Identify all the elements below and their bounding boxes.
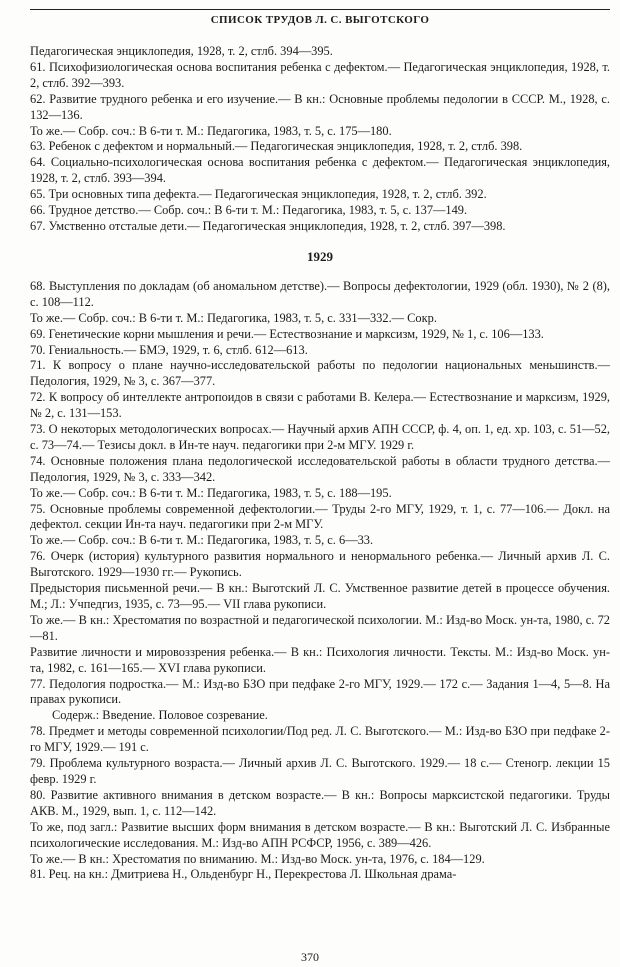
bibliography-entry: 65. Три основных типа дефекта.— Педагогическая энциклопедия, 1928, т. 2, стлб. 392. bbox=[30, 187, 487, 202]
bibliography-entry: 63. Ребенок с дефектом и нормальный.— Педагогическая энциклопедия, 1928, т. 2, стлб. 398. bbox=[30, 139, 523, 154]
bibliography-entry: То же.— Собр. соч.: В 6-ти т. М.: Педагогика, 1983, т. 5, с. 331—332.— Сокр. bbox=[30, 310, 437, 325]
bibliography-entry: То же.— В кн.: Хрестоматия по вниманию. М.: Изд-во Моск. ун-та, 1976, с. 184—129. bbox=[30, 851, 485, 866]
bibliography-entry: 76. Очерк (история) культурного развития нормального и ненормального ребенка.— Личный архив Л. С. Выготского. 1929—1930 гг.— Рукопись. bbox=[30, 549, 610, 580]
bibliography-entry: 66. Трудное детство.— Собр. соч.: В 6-ти т. М.: Педагогика, 1983, т. 5, с. 137—149. bbox=[30, 203, 468, 218]
bibliography-entry: 74. Основные положения плана педологической исследовательской работы в области трудного детства.— Педология, 1929, № 3, с. 333—342. bbox=[30, 453, 610, 484]
bibliography-entry: То же.— Собр. соч.: В 6-ти т. М.: Педагогика, 1983, т. 5, с. 175—180. bbox=[30, 123, 392, 138]
bibliography-contents-note: Содерж.: Введение. Половое созревание. bbox=[52, 708, 268, 723]
entries-after-year bbox=[30, 279, 610, 883]
bibliography-entry: 79. Проблема культурного возраста.— Личный архив Л. С. Выготского. 1929.— 18 с.— Стеногр. лекции 15 февр. 1929 г. bbox=[30, 756, 610, 786]
bibliography-entry: 68. Выступления по докладам (об аномальном детстве).— Вопросы дефектологии, 1929 (обл. 1930), № 2 (8), с. 108—112. bbox=[30, 278, 610, 309]
bibliography-entry: То же.— Собр. соч.: В 6-ти т. М.: Педагогика, 1983, т. 5, с. 6—33. bbox=[30, 533, 374, 548]
bibliography-entry: 75. Основные проблемы современной дефектологии.— Труды 2-го МГУ, 1929, т. 1, с. 77—106.— Докл. на дефектол. секции Ин-та науч. педагогики при 2-м МГУ. bbox=[30, 501, 610, 532]
bibliography-entry: 71. К вопросу о плане научно-исследовательской работы по педологии национальных меньшинств.— Педология, 1929, № 3, с. 367—377. bbox=[30, 358, 610, 389]
year-heading: 1929 bbox=[307, 248, 333, 264]
bibliography-entry: 64. Социально-психологическая основа воспитания ребенка с дефектом.— Педагогическая энциклопедия, 1928, т. 2, стлб. 393—394. bbox=[30, 155, 610, 186]
bibliography-entry: 61. Психофизиологическая основа воспитания ребенка с дефектом.— Педагогическая энциклопедия, 1928, т. 2, стлб. 392—393. bbox=[30, 59, 610, 90]
bibliography-entry: 62. Развитие трудного ребенка и его изучение.— В кн.: Основные проблемы педологии в СССР. М., 1928, с. 132—136. bbox=[30, 91, 610, 122]
bibliography-entry: Предыстория письменной речи.— В кн.: Выготский Л. С. Умственное развитие детей в процессе обучения. М.; Л.: Учпедгиз, 1935, с. 73—95.— VII глава рукописи. bbox=[30, 581, 610, 611]
running-head: СПИСОК ТРУДОВ Л. С. ВЫГОТСКОГО bbox=[210, 14, 430, 26]
bibliography-entry: Развитие личности и мировоззрения ребенка.— В кн.: Психология личности. Тексты. М.: Изд-во Моск. ун-та, 1982, с. 161—165.— XVI глава рукописи. bbox=[30, 644, 610, 675]
bibliography-entry: 70. Гениальность.— БМЭ, 1929, т. 6, стлб. 612—613. bbox=[30, 342, 308, 357]
entries-before-year bbox=[30, 44, 610, 235]
bibliography-entry: То же.— В кн.: Хрестоматия по возрастной и педагогической психологии. М.: Изд-во Моск. ун-та, 1980, с. 72—81. bbox=[30, 612, 610, 643]
bibliography-entry: 78. Предмет и методы современной психологии/Под ред. Л. С. Выготского.— М.: Изд-во БЗО при педфаке 2-го МГУ, 1929.— 191 с. bbox=[30, 724, 610, 755]
bibliography-entry: 77. Педология подростка.— М.: Изд-во БЗО при педфаке 2-го МГУ, 1929.— 172 с.— Задания 1—4, 5—8. На правах рукописи. bbox=[30, 676, 610, 707]
bibliography-entry: 72. К вопросу об интеллекте антропоидов в связи с работами В. Келера.— Естествознание и марксизм, 1929, № 2, с. 131—153. bbox=[30, 390, 610, 421]
bibliography-entry: 81. Рец. на кн.: Дмитриева Н., Ольденбург Н., Перекрестова Л. Школьная драма- bbox=[30, 867, 457, 882]
bibliography-entry: 73. О некоторых методологических вопросах.— Научный архив АПН СССР, ф. 4, оп. 1, ед. хр. 103, с. 51—52, с. 73—74.— Тезисы докл. в Ин-те науч. педагогики при 2-м МГУ. 1929 г. bbox=[30, 422, 610, 452]
bibliography-entry: То же.— Собр. соч.: В 6-ти т. М.: Педагогика, 1983, т. 5, с. 188—195. bbox=[30, 485, 392, 500]
bibliography-entry: 67. Умственно отсталые дети.— Педагогическая энциклопедия, 1928, т. 2, стлб. 397—398. bbox=[30, 218, 506, 233]
bibliography-list bbox=[30, 44, 610, 883]
page-number: 370 bbox=[301, 950, 319, 964]
bibliography-entry: То же, под загл.: Развитие высших форм внимания в детском возрасте.— В кн.: Выготский Л. С. Избранные психологические исследования. М.: Изд-во АПН РСФСР, 1956, с. 389—426. bbox=[30, 819, 610, 850]
header-rule bbox=[30, 9, 610, 10]
bibliography-entry: Педагогическая энциклопедия, 1928, т. 2, стлб. 394—395. bbox=[30, 44, 333, 58]
bibliography-entry: 80. Развитие активного внимания в детском возрасте.— В кн.: Вопросы марксистской педагогики. Труды АКВ. М., 1929, вып. 1, с. 112—142. bbox=[30, 787, 610, 818]
bibliography-entry: 69. Генетические корни мышления и речи.— Естествознание и марксизм, 1929, № 1, с. 106—133. bbox=[30, 326, 544, 341]
